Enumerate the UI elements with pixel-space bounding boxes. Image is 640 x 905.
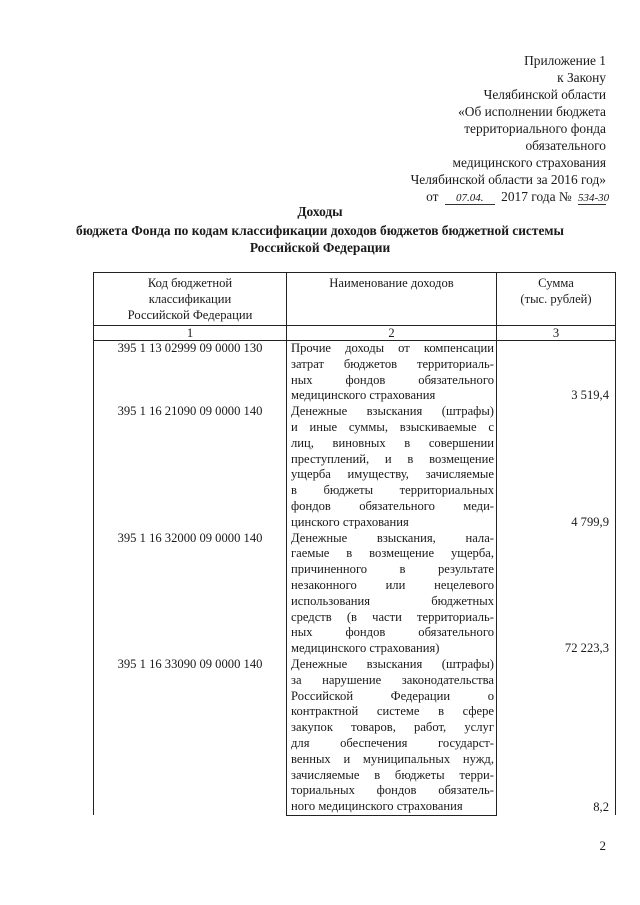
row-code: 395 1 16 21090 09 0000 140	[94, 404, 287, 530]
appendix-line: «Об исполнении бюджета	[458, 104, 606, 119]
appendix-line: Челябинской области	[483, 87, 606, 102]
appendix-line: обязательного	[525, 138, 606, 153]
header-sum: Сумма (тыс. рублей)	[497, 273, 616, 326]
row-name: Прочие доходы от компенсации затрат бюджетов территориаль- ных фондов обязательного медицинского страхования	[287, 341, 497, 405]
row-code: 395 1 16 33090 09 0000 140	[94, 657, 287, 815]
table-row	[94, 404, 616, 530]
date-prefix: от	[426, 189, 439, 204]
appendix-line: территориального фонда	[464, 121, 606, 136]
table-header-row	[94, 273, 616, 326]
doc-subtitle-line2: Российской Федерации	[249, 240, 391, 255]
column-number: 1	[94, 326, 287, 341]
table-row	[94, 341, 616, 405]
row-sum: 72 223,3	[497, 531, 616, 657]
table-row	[94, 657, 616, 815]
law-number: 534-30	[578, 192, 610, 204]
header-name: Наименование доходов	[287, 273, 497, 326]
year-text: 2017 года №	[501, 189, 572, 204]
doc-subtitle-line1: бюджета Фонда по кодам классификации доходов бюджетов бюджетной системы	[76, 223, 564, 238]
column-number: 2	[287, 326, 497, 341]
appendix-block	[346, 52, 610, 205]
row-sum: 4 799,9	[497, 404, 616, 530]
row-sum: 8,2	[497, 657, 616, 815]
row-code: 395 1 16 32000 09 0000 140	[94, 531, 287, 657]
appendix-line: медицинского страхования	[452, 155, 606, 170]
column-number-row	[94, 326, 616, 341]
column-number: 3	[497, 326, 616, 341]
page-number: 2	[599, 838, 606, 853]
header-code: Код бюджетной классификации Российской Федерации	[94, 273, 287, 326]
row-sum: 3 519,4	[497, 341, 616, 405]
appendix-line: Челябинской области за 2016 год»	[410, 172, 606, 187]
table-row	[94, 531, 616, 657]
row-name: Денежные взыскания, нала- гаемые в возмещение ущерба, причиненного в результате незаконного или нецелевого использования бюджетных средств (в части территориаль- ных фондов обязательного медицинского страхования)	[287, 531, 497, 657]
appendix-line: Приложение 1	[524, 53, 606, 68]
row-name: Денежные взыскания (штрафы) и иные суммы, взыскиваемые с лиц, виновных в совершении преступлений, и в возмещение ущерба имуществу, зачисляемые в бюджеты территориальных фондов обязательного меди- цинского страхования	[287, 404, 497, 530]
date-value: 07.04.	[445, 192, 495, 205]
appendix-line: к Закону	[557, 70, 606, 85]
row-name: Денежные взыскания (штрафы) за нарушение законодательства Российской Федерации о контрактной системе в сфере закупок товаров, работ, услуг для обеспечения государст- венных и муниципальных нужд, зачисляемые в бюджеты терри- ториальных фондов обязатель- ного медицинского страхования	[287, 657, 497, 815]
income-table	[93, 272, 616, 816]
doc-title: Доходы	[297, 204, 343, 219]
row-code: 395 1 13 02999 09 0000 130	[94, 341, 287, 405]
